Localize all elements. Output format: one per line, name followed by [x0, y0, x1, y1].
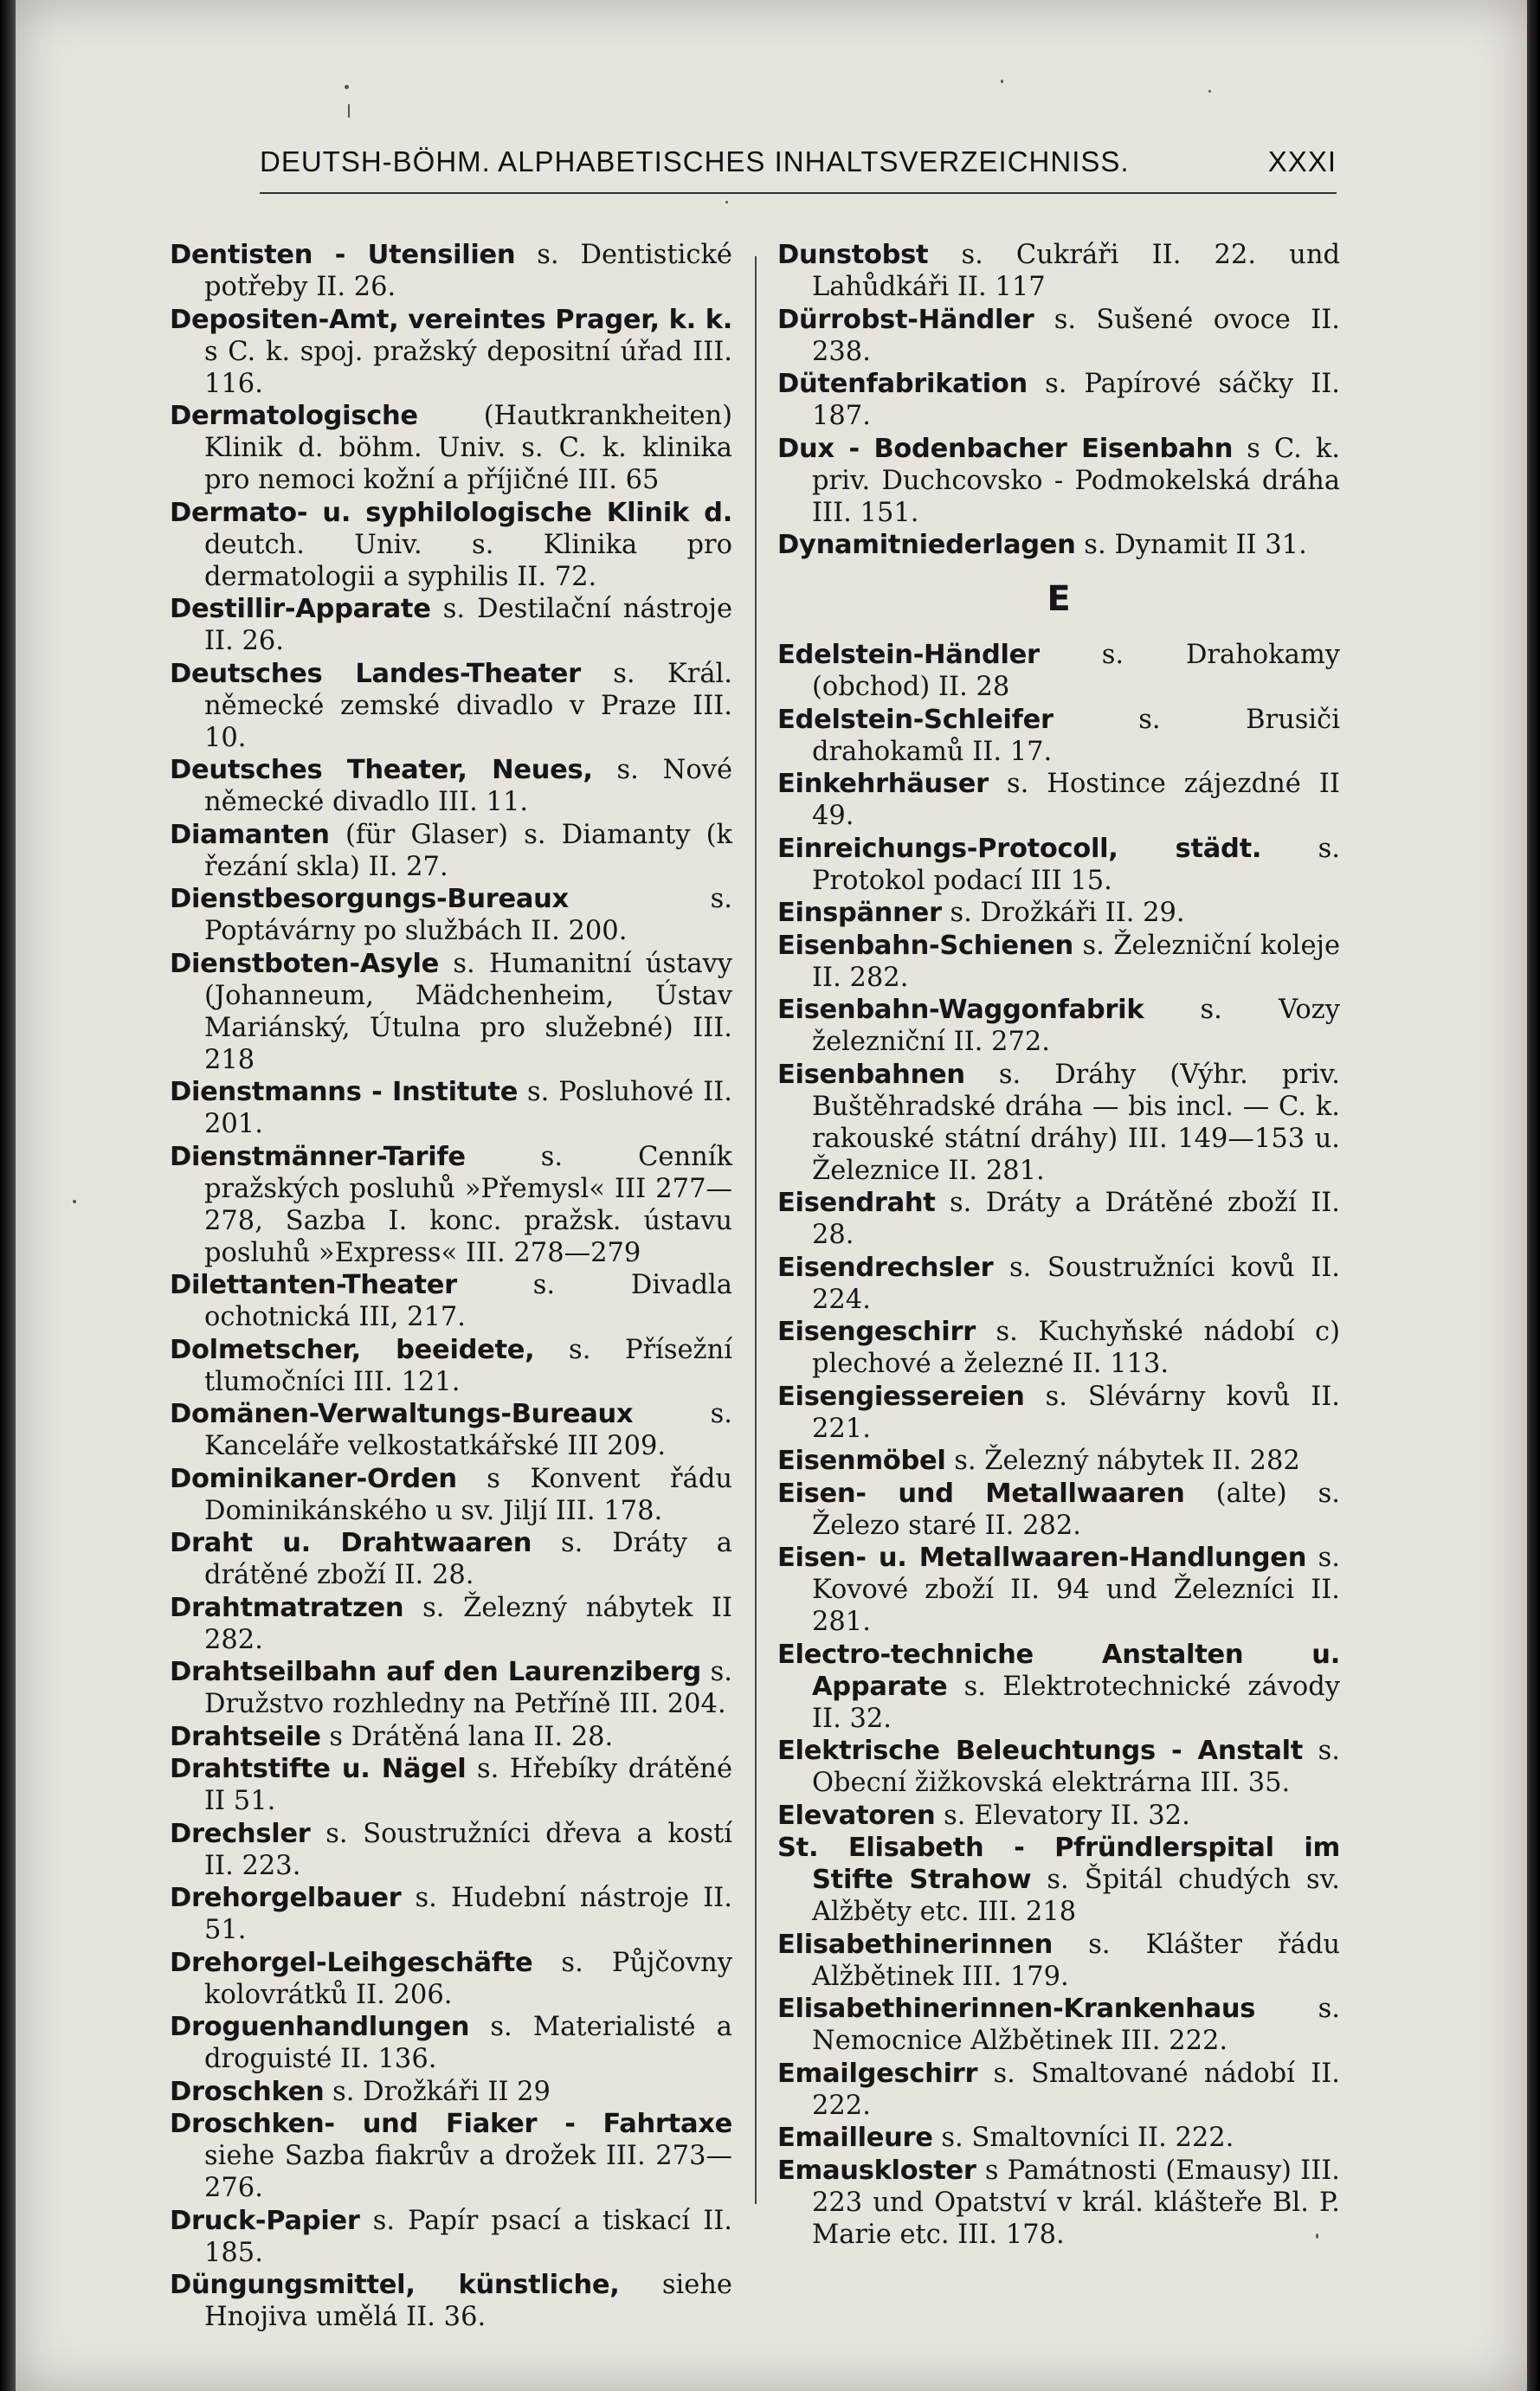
entry-term: Drehorgelbauer [170, 1883, 402, 1913]
entry-term: Drahtseile [170, 1721, 321, 1752]
entry-reference: s. Materialisté a droguisté II. 136. [204, 2012, 732, 2074]
entry-term: Elisabethinerinnen-Krankenhaus [777, 1994, 1256, 2024]
entry-reference: s. Soustružníci dřeva a kostí II. 223. [204, 1818, 732, 1881]
index-entry [777, 1993, 1340, 2057]
entry-term: Destillir-Apparate [170, 594, 431, 624]
index-entry [170, 1753, 732, 1817]
entry-reference: s. Slévárny kovů II. 221. [812, 1381, 1340, 1444]
index-entry [777, 704, 1340, 768]
entry-reference: s. Dráty a drátěné zboží II. 28. [204, 1528, 732, 1590]
entry-term: Diamanten [170, 819, 330, 850]
entry-term: Dienstmänner-Tarife [170, 1141, 466, 1172]
entry-reference: s. Papírové sáčky II. 187. [812, 369, 1340, 431]
entry-reference: s. Železniční koleje II. 282. [812, 930, 1340, 993]
entry-term: Einspänner [777, 898, 942, 928]
entry-term: Droschken [170, 2076, 325, 2107]
entry-reference: s. Elevatory II. 32. [944, 1800, 1190, 1831]
entry-reference: s. Elektrotechnické závody II. 32. [812, 1671, 1340, 1734]
index-entry [777, 304, 1340, 368]
entry-term: Deutsches Theater, Neues, [170, 755, 593, 785]
entry-term: Edelstein-Schleifer [777, 704, 1054, 735]
entry-reference: s. Smaltovníci II. 222. [941, 2123, 1234, 2153]
entry-term: Droguenhandlungen [170, 2012, 470, 2042]
entry-term: Eisenbahnen [777, 1059, 965, 1090]
entry-term: Drechsler [170, 1818, 311, 1849]
entry-reference: s. Divadla ochotnická III, 217. [204, 1270, 732, 1332]
index-entry [777, 639, 1340, 703]
entry-term: Elisabethinerinnen [777, 1929, 1054, 1960]
entry-term: Eisenmöbel [777, 1446, 946, 1476]
entry-term: Deutsches Landes-Theater [170, 658, 581, 689]
entry-reference: (für Glaser) s. Diamanty (k řezání skla) II. 27. [204, 819, 733, 882]
column-divider [755, 256, 757, 2204]
entry-reference: s. Nové německé divadlo III. 11. [204, 755, 733, 817]
entry-term: Einkehrhäuser [777, 769, 989, 799]
index-entry [777, 529, 1340, 561]
entry-term: Dentisten - Utensilien [170, 240, 516, 270]
entry-reference: s. Sušené ovoce II. 238. [812, 304, 1340, 367]
index-entry [777, 833, 1340, 897]
entry-term: Eisengiessereien [777, 1381, 1025, 1412]
running-header [260, 145, 1337, 178]
index-entry [777, 1542, 1340, 1638]
index-entry [170, 1592, 732, 1656]
entry-reference: s. Protokol podací III 15. [812, 833, 1340, 896]
index-entry [777, 1478, 1340, 1542]
entry-term: Draht u. Drahtwaaren [170, 1528, 532, 1558]
entry-term: Dynamitniederlagen [777, 530, 1076, 560]
index-entry [777, 1059, 1340, 1187]
index-entry [170, 2076, 732, 2108]
index-entry [777, 897, 1340, 929]
index-entry [170, 239, 732, 303]
index-entry [170, 1818, 732, 1882]
entry-term: Dux - Bodenbacher Eisenbahn [777, 433, 1234, 464]
entry-term: Drahtseilbahn auf den Laurenziberg [170, 1657, 701, 1687]
entry-reference: s. Soustružníci kovů II. 224. [812, 1252, 1340, 1315]
entry-term: Depositen-Amt, vereintes Prager, k. k. [170, 304, 732, 335]
index-entry [170, 1656, 732, 1720]
entry-term: Drahtstifte u. Nägel [170, 1754, 467, 1784]
right-column-e-entries [777, 639, 1340, 2251]
entry-term: Einreichungs-Protocoll, städt. [777, 833, 1262, 864]
index-entry [777, 1187, 1340, 1251]
index-entry [170, 1463, 732, 1527]
entry-reference: s. Hostince zájezdné II 49. [812, 769, 1340, 831]
index-entry [777, 1800, 1340, 1832]
left-column [170, 239, 732, 2334]
entry-reference: s C. k. priv. Duchcovsko - Podmokelská dráha III. 151. [812, 433, 1341, 528]
index-entry [777, 1832, 1340, 1928]
entry-reference: s. Papír psací a tiskací II. 185. [204, 2205, 732, 2268]
right-column-d-entries [777, 239, 1340, 561]
index-entry [170, 819, 732, 883]
index-entry [170, 1141, 732, 1269]
right-column [777, 239, 1340, 2251]
entry-term: Eisen- u. Metallwaaren-Handlungen [777, 1543, 1307, 1573]
index-entry [170, 1398, 732, 1462]
index-entry [777, 1639, 1340, 1735]
entry-reference: s. Železný nábytek II. 282 [954, 1446, 1300, 1476]
index-entry [170, 1947, 732, 2011]
index-entry [777, 1445, 1340, 1477]
index-entry [777, 768, 1340, 832]
entry-term: Dienstmanns - Institute [170, 1077, 519, 1107]
entry-term: Edelstein-Händler [777, 640, 1040, 670]
entry-term: Elektrische Beleuchtungs - Anstalt [777, 1736, 1304, 1766]
entry-term: Dienstboten-Asyle [170, 948, 440, 979]
entry-term: Dermato- u. syphilologische Klinik d. [170, 497, 732, 528]
index-entry [777, 368, 1340, 432]
page-number: XXXI [1267, 145, 1337, 177]
entry-term: Dilettanten-Theater [170, 1270, 457, 1300]
entry-reference: s. Drožkáři II. 29. [950, 898, 1185, 928]
index-entry [777, 1381, 1340, 1445]
entry-term: Elevatoren [777, 1800, 936, 1831]
index-entry [170, 2205, 732, 2269]
entry-reference: s. Cukráři II. 22. und Lahůdkáři II. 117 [812, 240, 1340, 302]
index-entry [777, 1316, 1340, 1380]
entry-term: Dolmetscher, beeidete, [170, 1334, 535, 1365]
entry-reference: s. Hudební nástroje II. 51. [204, 1883, 732, 1945]
entry-term: Electro-techniche Anstalten u. Apparate [777, 1639, 1340, 1702]
entry-reference: s. Dentistické potřeby II. 26. [204, 240, 732, 302]
index-entry [777, 1252, 1340, 1316]
index-entry [170, 1721, 732, 1753]
index-entry [170, 1527, 732, 1591]
entry-term: Druck-Papier [170, 2205, 360, 2236]
entry-reference: s. Humanitní ústavy (Johanneum, Mädchenheim, Ústav Mariánský, Útulna pro služebné) III. 218 [204, 948, 732, 1075]
entry-reference: s. Kovové zboží II. 94 und Železníci II. 281. [812, 1543, 1340, 1637]
entry-term: Emailleure [777, 2123, 933, 2153]
header-rule [260, 192, 1337, 194]
index-entry [777, 1929, 1340, 1993]
entry-reference: s. Cenník pražských posluhů »Přemysl« III 277—278, Sazba I. konc. pražsk. ústavu posluhů »Express« III. 278—279 [204, 1141, 732, 1268]
entry-reference: s. Kanceláře velkostatkářské III 209. [204, 1399, 732, 1461]
entry-term: Drehorgel-Leihgeschäfte [170, 1947, 533, 1978]
entry-term: Eisenbahn-Waggonfabrik [777, 995, 1144, 1025]
entry-reference: siehe Sazba fiakrův a drožek III. 273—276. [204, 2141, 732, 2203]
index-entry [170, 400, 732, 496]
page-right-edge [1527, 0, 1540, 2391]
entry-term: Eisendrechsler [777, 1252, 994, 1283]
entry-reference: s. Přísežní tlumočníci III. 121. [204, 1334, 732, 1397]
index-entry [170, 1076, 732, 1140]
entry-term: Dominikaner-Orden [170, 1463, 457, 1494]
entry-reference: s. Brusiči drahokamů II. 17. [812, 704, 1340, 767]
entry-term: Dienstbesorgungs-Bureaux [170, 884, 569, 914]
entry-reference: s. Obecní žižkovská elektrárna III. 35. [812, 1736, 1340, 1798]
entry-reference: s. Dynamit II 31. [1084, 530, 1307, 560]
entry-reference: s. Půjčovny kolovrátků II. 206. [204, 1947, 732, 2010]
index-entry [170, 658, 732, 754]
index-entry [777, 239, 1340, 303]
entry-reference: s. Drahokamy (obchod) II. 28 [812, 640, 1340, 702]
entry-term: Drahtmatratzen [170, 1592, 404, 1623]
entry-reference: s Památnosti (Emausy) III. 223 und Opatství v král. klášteře Bl. P. Marie etc. III. 178. [812, 2155, 1340, 2250]
index-entry [170, 593, 732, 657]
index-entry [170, 1334, 732, 1398]
index-entry [170, 2108, 732, 2204]
index-entry [777, 2122, 1340, 2154]
entry-reference: (alte) s. Železo staré II. 282. [812, 1478, 1340, 1541]
entry-reference: deutch. Univ. s. Klinika pro dermatologii a syphilis II. 72. [204, 529, 732, 592]
entry-term: Dütenfabrikation [777, 369, 1028, 399]
index-entry [170, 883, 732, 947]
index-entry [170, 1269, 732, 1333]
entry-term: Emauskloster [777, 2155, 976, 2186]
entry-reference: s. Smaltované nádobí II. 222. [812, 2058, 1340, 2121]
index-entry [170, 304, 732, 400]
entry-term: Eisen- und Metallwaaren [777, 1478, 1185, 1509]
entry-reference: s. Poptávárny po službách II. 200. [204, 884, 732, 946]
index-entry [777, 433, 1340, 529]
entry-term: Dunstobst [777, 240, 929, 270]
entry-term: Emailgeschirr [777, 2058, 978, 2089]
header-title: DEUTSH-BÖHM. ALPHABETISCHES INHALTSVERZEICHNISS. [260, 145, 1130, 177]
entry-term: Domänen-Verwaltungs-Bureaux [170, 1399, 634, 1429]
entry-reference: s. Nemocnice Alžbětinek III. 222. [812, 1994, 1340, 2056]
index-entry [170, 948, 732, 1076]
entry-term: Dermatologische [170, 401, 418, 431]
index-entry [777, 994, 1340, 1058]
section-letter-e: E [1047, 579, 1071, 619]
index-entry [170, 754, 732, 818]
entry-reference: s. Dráty a Drátěné zboží II. 28. [812, 1188, 1341, 1250]
entry-reference: s. Družstvo rozhledny na Petříně III. 204. [204, 1657, 732, 1719]
index-entry [777, 2155, 1340, 2251]
entry-term: Düngungsmittel, künstliche, [170, 2270, 620, 2300]
entry-reference: (Hautkrankheiten) Klinik d. böhm. Univ. s. C. k. klinika pro nemoci kožní a příjičné III. 65 [204, 401, 732, 495]
entry-reference: s. Kuchyňské nádobí c) plechové a železné II. 113. [812, 1317, 1340, 1379]
entry-reference: s. Vozy železniční II. 272. [812, 995, 1340, 1057]
index-entry [170, 2269, 732, 2333]
entry-reference: s. Dráhy (Výhr. priv. Buštěhradské dráha — bis incl. — C. k. rakouské státní dráhy) III. 149—153 u. Železnice II. 281. [812, 1059, 1340, 1186]
entry-term: Droschken- und Fiaker - Fahrtaxe [170, 2109, 732, 2139]
entry-reference: s. Hřebíky drátěné II 51. [204, 1754, 732, 1816]
index-entry [777, 930, 1340, 994]
entry-term: Eisendraht [777, 1188, 936, 1218]
entry-reference: s. Železný nábytek II 282. [204, 1592, 732, 1655]
entry-reference: s Konvent řádu Dominikánského u sv. Jiljí III. 178. [204, 1463, 732, 1526]
page-left-edge [0, 0, 16, 2391]
index-entry [170, 1882, 732, 1946]
entry-reference: s. Klášter řádu Alžbětinek III. 179. [812, 1929, 1340, 1992]
entry-reference: s Drátěná lana II. 28. [329, 1721, 614, 1752]
entry-term: Eisenbahn-Schienen [777, 930, 1073, 961]
index-entry [777, 2058, 1340, 2122]
entry-reference: s. Destilační nástroje II. 26. [204, 594, 732, 656]
entry-reference: s C. k. spoj. pražský depositní úřad III. 116. [204, 336, 732, 399]
index-entry [777, 1735, 1340, 1799]
entry-term: St. Elisabeth - Pfründlerspital im Stifte Strahow [777, 1833, 1340, 1895]
entry-term: Eisengeschirr [777, 1317, 976, 1347]
entry-term: Dürrobst-Händler [777, 304, 1034, 335]
entry-reference: s. Špitál chudých sv. Alžběty etc. III. 218 [812, 1865, 1340, 1927]
entry-reference: s. Posluhové II. 201. [204, 1077, 732, 1139]
entry-reference: s. Drožkáři II 29 [332, 2076, 551, 2107]
index-entry [170, 2011, 732, 2075]
entry-reference: s. Král. německé zemské divadlo v Praze III. 10. [204, 658, 732, 753]
entry-reference: siehe Hnojiva umělá II. 36. [204, 2270, 732, 2332]
index-entry [170, 497, 732, 593]
